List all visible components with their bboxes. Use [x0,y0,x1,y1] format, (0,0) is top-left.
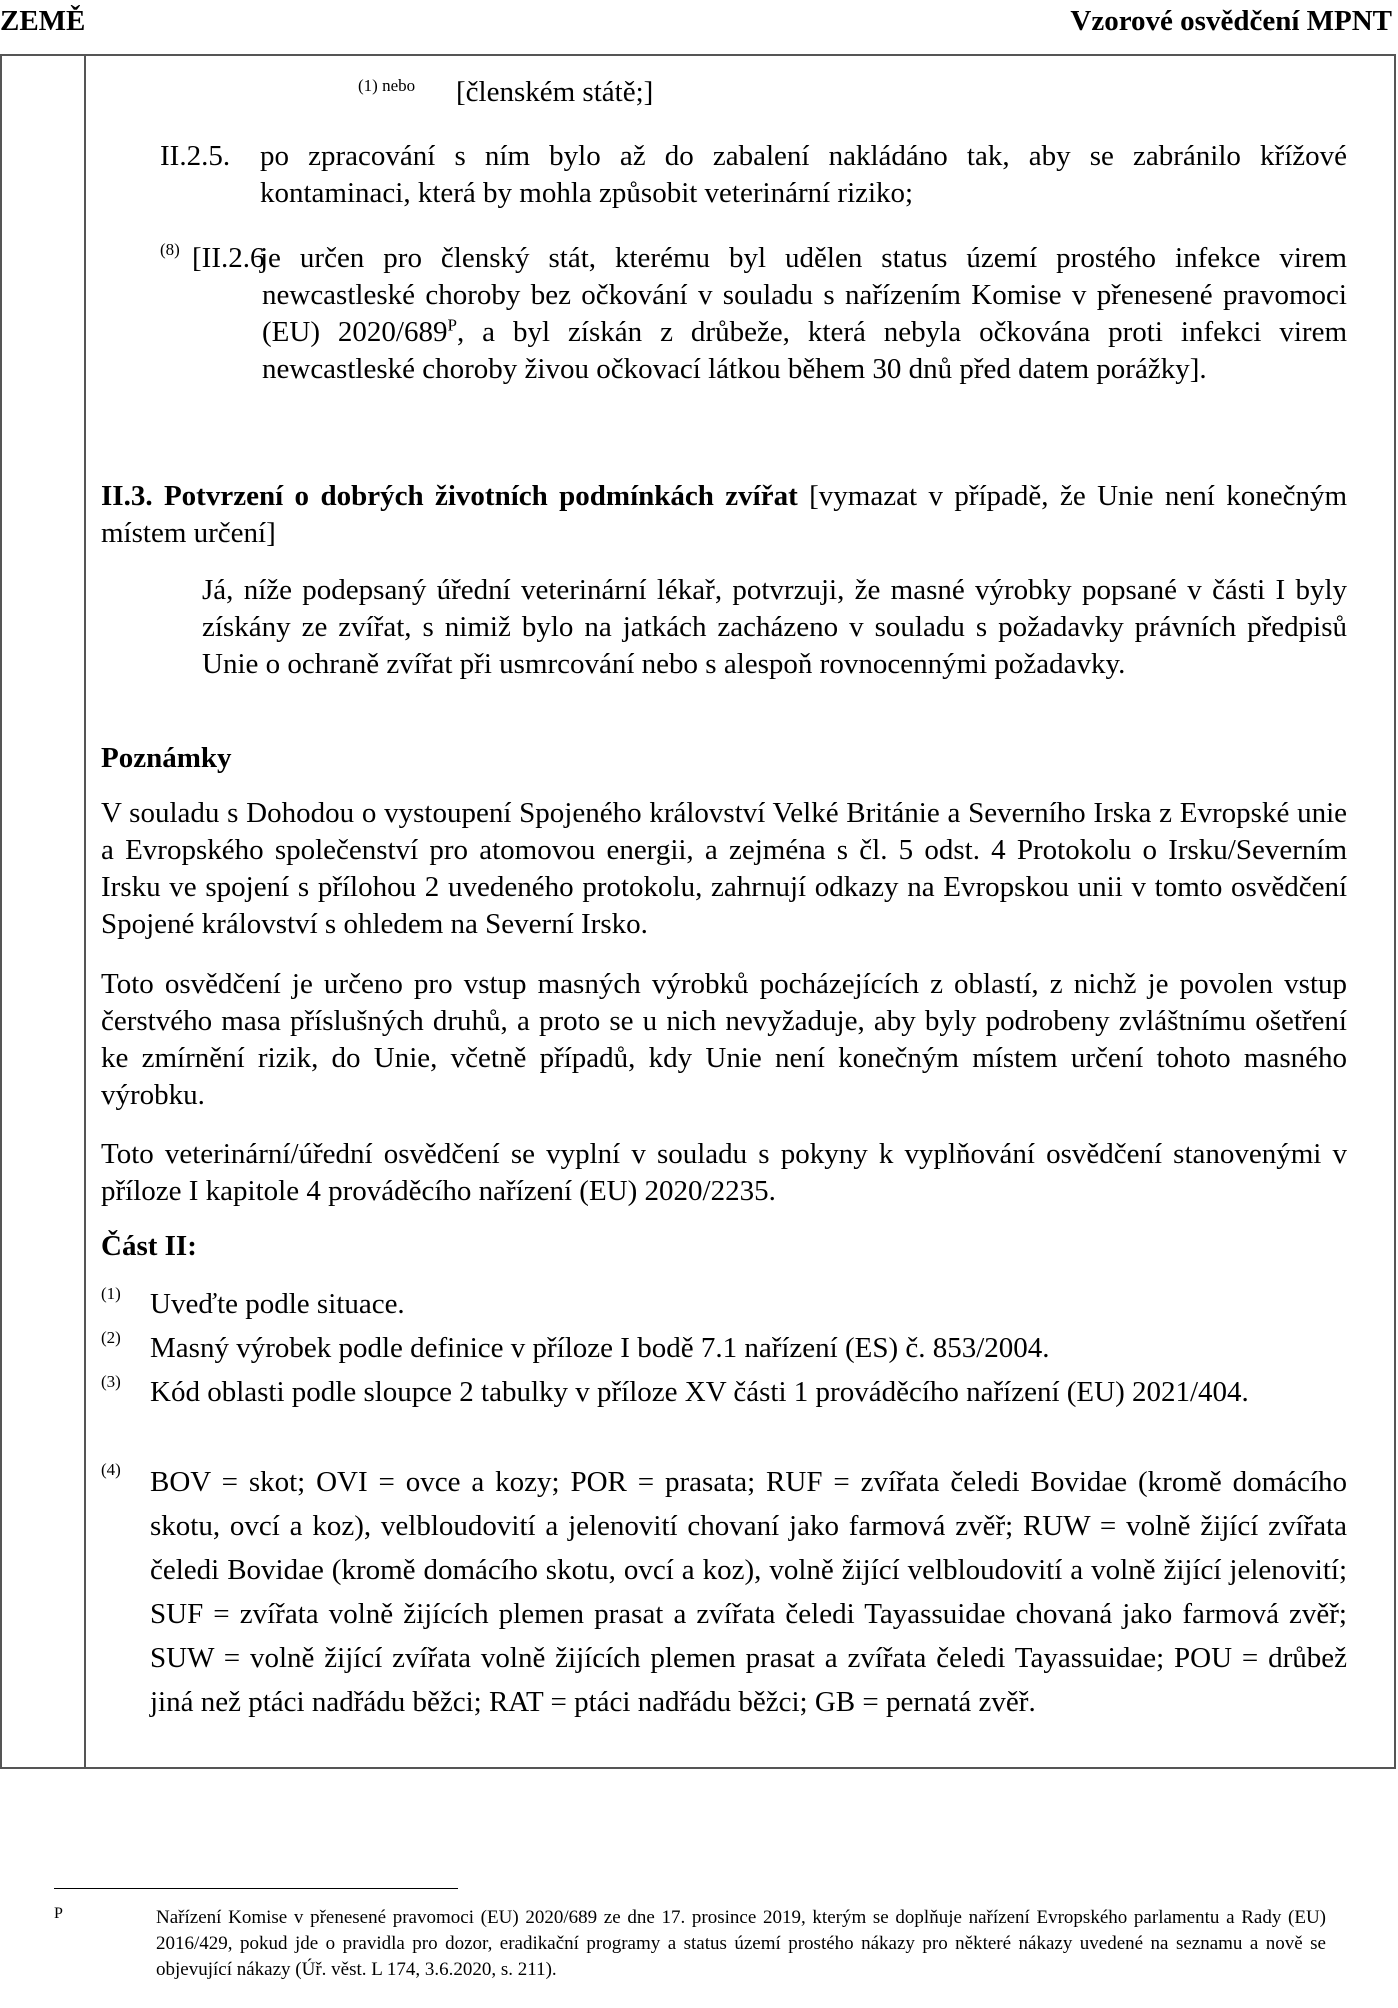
sup-8: (8) [160,240,180,259]
header-country: ZEMĚ [0,5,86,37]
ii-2-6-label: [II.2.6 [192,242,265,274]
ii-3-label: II.3. Potvrzení o dobrých životních podmínkách zvířat [101,480,798,512]
ii-2-6-sup-p: P [447,315,457,335]
part-ii-title: Část II: [101,1230,197,1262]
notes-title: Poznámky [101,742,232,774]
member-state-line: [členském státě;] [456,76,654,108]
footnote-rule [54,1888,458,1889]
note-4-mark: (4) [101,1460,121,1479]
note-3-text: Kód oblasti podle sloupce 2 tabulky v příloze XV části 1 prováděcího nařízení (EU) 2021/404. [150,1376,1249,1408]
notes-paragraph-1: V souladu s Dohodou o vystoupení Spojeného království Velké Británie a Severního Irska z Evropské unie a Evropského společenství pro atomovou energii, a zejména s čl. 5 odst. 4 Protokolu o Irsku/Severním Irsku ve spojení s přílohou 2 uvedeného protokolu, zahrnují odkazy na Evropskou unii v tomto osvědčení Spojené království s ohledem na Severní Irsko. [101,797,1347,940]
ii-2-5-label: II.2.5. [160,140,231,172]
notes-paragraph-2: Toto osvědčení je určeno pro vstup masných výrobků pocházejících z oblastí, z nichž je povolen vstup čerstvého masa příslušných druhů, a proto se u nich nevyžaduje, aby byly podrobeny zvláštnímu ošetření ke zmírnění rizik, do Unie, včetně případů, kdy Unie není konečným místem určení tohoto masného výrobku. [101,968,1347,1111]
footnote-text: Nařízení Komise v přenesené pravomoci (EU) 2020/689 ze dne 17. prosince 2019, kterým se doplňuje nařízení Evropského parlamentu a Rady (EU) 2016/429, pokud jde o pravidla pro dozor, eradikační programy a status území prostého nákazy pro některé nákazy uvedené na seznamu a nově se objevující nákazy (Úř. věst. L 174, 3.6.2020, s. 211). [156,1907,1326,1980]
ii-3-rest: [vymazat v případě, že Unie není konečným místem určení] [101,480,1347,549]
ii-2-6-text-b: , a byl získán z drůbeže, která nebyla očkována proti infekci virem newcastleské choroby živou očkovací látkou během 30 dnů před datem porážky]. [262,316,1347,385]
header-certificate-title: Vzorové osvědčení MPNT [1070,5,1392,37]
footnote-mark: P [54,1905,63,1922]
note-2-text: Masný výrobek podle definice v příloze I bodě 7.1 nařízení (ES) č. 853/2004. [150,1332,1050,1364]
ii-3-text: Já, níže podepsaný úřední veterinární lékař, potvrzuji, že masné výrobky popsané v části I byly získány ze zvířat, s nimiž bylo na jatkách zacházeno v souladu s požadavky právních předpisů Unie o ochraně zvířat při usmrcování nebo s alespoň rovnocennými požadavky. [202,574,1347,680]
ii-2-5-text: po zpracování s ním bylo až do zabalení nakládáno tak, aby se zabránilo křížové kontaminaci, která by mohla způsobit veterinární riziko; [260,140,1347,209]
note-3-mark: (3) [101,1372,121,1391]
sup-1-nebo: (1) nebo [358,76,416,95]
ii-2-6-text [262,240,1347,388]
column-divider [84,54,86,1769]
ii-3-heading [101,478,1347,552]
ii-2-6-text-a: je určen pro členský stát, kterému byl udělen status území prostého infekce virem newcastleské choroby bez očkování v souladu s nařízením Komise v přenesené pravomoci (EU) 2020/689 [260,242,1347,348]
note-2-mark: (2) [101,1328,121,1347]
note-4-text: BOV = skot; OVI = ovce a kozy; POR = prasata; RUF = zvířata čeledi Bovidae (kromě domácího skotu, ovcí a koz), velbloudovití a jelenovití chovaní jako farmová zvěř; RUW = volně žijící zvířata čeledi Bovidae (kromě domácího skotu, ovcí a koz), volně žijící velbloudovití a volně žijící jelenovití; SUF = zvířata volně žijících plemen prasat a zvířata čeledi Tayassuidae chovaná jako farmová zvěř; SUW = volně žijící zvířata volně žijících plemen prasat a zvířata čeledi Tayassuidae; POU = drůbež jiná než ptáci nadřádu běžci; RAT = ptáci nadřádu běžci; GB = pernatá zvěř. [150,1466,1347,1718]
notes-paragraph-3: Toto veterinární/úřední osvědčení se vyplní v souladu s pokyny k vyplňování osvědčení stanovenými v příloze I kapitole 4 prováděcího nařízení (EU) 2020/2235. [101,1138,1347,1207]
note-1-text: Uveďte podle situace. [150,1288,405,1320]
note-1-mark: (1) [101,1284,121,1303]
